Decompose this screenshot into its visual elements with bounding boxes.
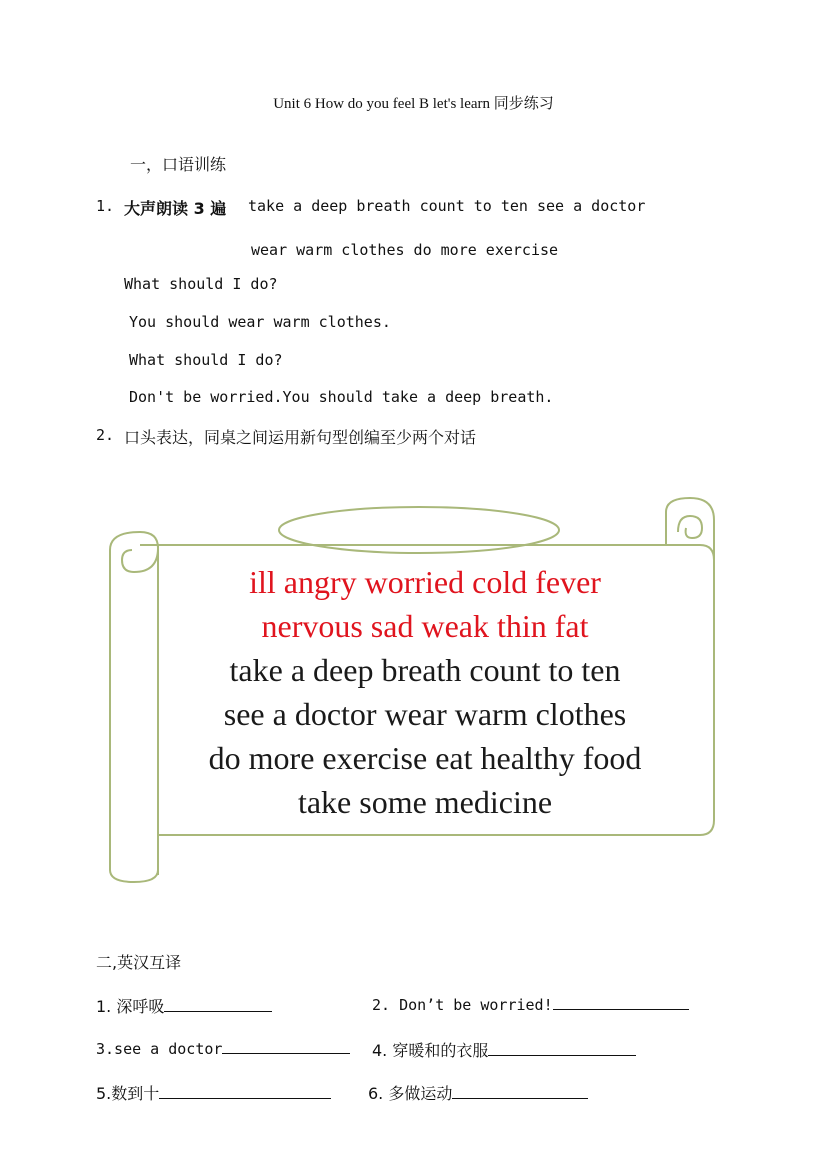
phrases-row2: wear warm clothes do more exercise (251, 241, 559, 259)
translate-item-3-label: 3.see a doctor (96, 1040, 223, 1058)
dialog-line-1: What should I do? (124, 275, 278, 293)
translate-item-2 (372, 995, 689, 1014)
dialog-line-4: Don't be worried.You should take a deep breath. (129, 388, 554, 406)
item2-number: 2. (96, 426, 115, 444)
section1-heading: 一，口语训练 (130, 155, 227, 174)
translate-item-3 (96, 1039, 350, 1058)
translate-item-6 (368, 1081, 588, 1104)
phrases-row1: take a deep breath count to ten see a doctor (248, 197, 646, 215)
scroll-red-line-2: nervous sad weak thin fat (261, 608, 589, 644)
translate-item-1 (96, 994, 272, 1017)
translate-item-4 (372, 1038, 636, 1061)
item1-label: 大声朗读 3 遍 (124, 199, 227, 218)
answer-blank-5[interactable] (159, 1084, 331, 1099)
translate-item-6-label: 6. 多做运动 (368, 1084, 453, 1103)
answer-blank-3[interactable] (222, 1039, 350, 1054)
dialog-line-2: You should wear warm clothes. (129, 313, 391, 331)
answer-blank-1[interactable] (164, 997, 272, 1012)
scroll-black-line-4: take some medicine (297, 784, 553, 820)
dialog-line-3: What should I do? (129, 351, 283, 369)
translate-item-5-label: 5.数到十 (96, 1084, 160, 1103)
page-title: Unit 6 How do you feel B let's learn 同步练习 (273, 96, 554, 112)
answer-blank-6[interactable] (452, 1084, 588, 1099)
translate-item-5 (96, 1081, 331, 1104)
scroll-black-line-1: take a deep breath count to ten (229, 652, 621, 688)
translate-item-4-label: 4. 穿暖和的衣服 (372, 1041, 489, 1060)
translate-item-1-label: 1. 深呼吸 (96, 997, 165, 1016)
item1-number: 1. (96, 197, 115, 215)
item2-text: 口头表达，同桌之间运用新句型创编至少两个对话 (124, 428, 477, 447)
scroll-black-line-3: do more exercise eat healthy food (208, 740, 642, 776)
scroll-black-line-2: see a doctor wear warm clothes (223, 696, 627, 732)
answer-blank-2[interactable] (553, 995, 689, 1010)
answer-blank-4[interactable] (488, 1041, 636, 1056)
section2-heading: 二,英汉互译 (96, 953, 182, 972)
scroll-red-line-1: ill angry worried cold fever (249, 564, 601, 600)
translate-item-2-label: 2. Don’t be worried! (372, 996, 553, 1014)
